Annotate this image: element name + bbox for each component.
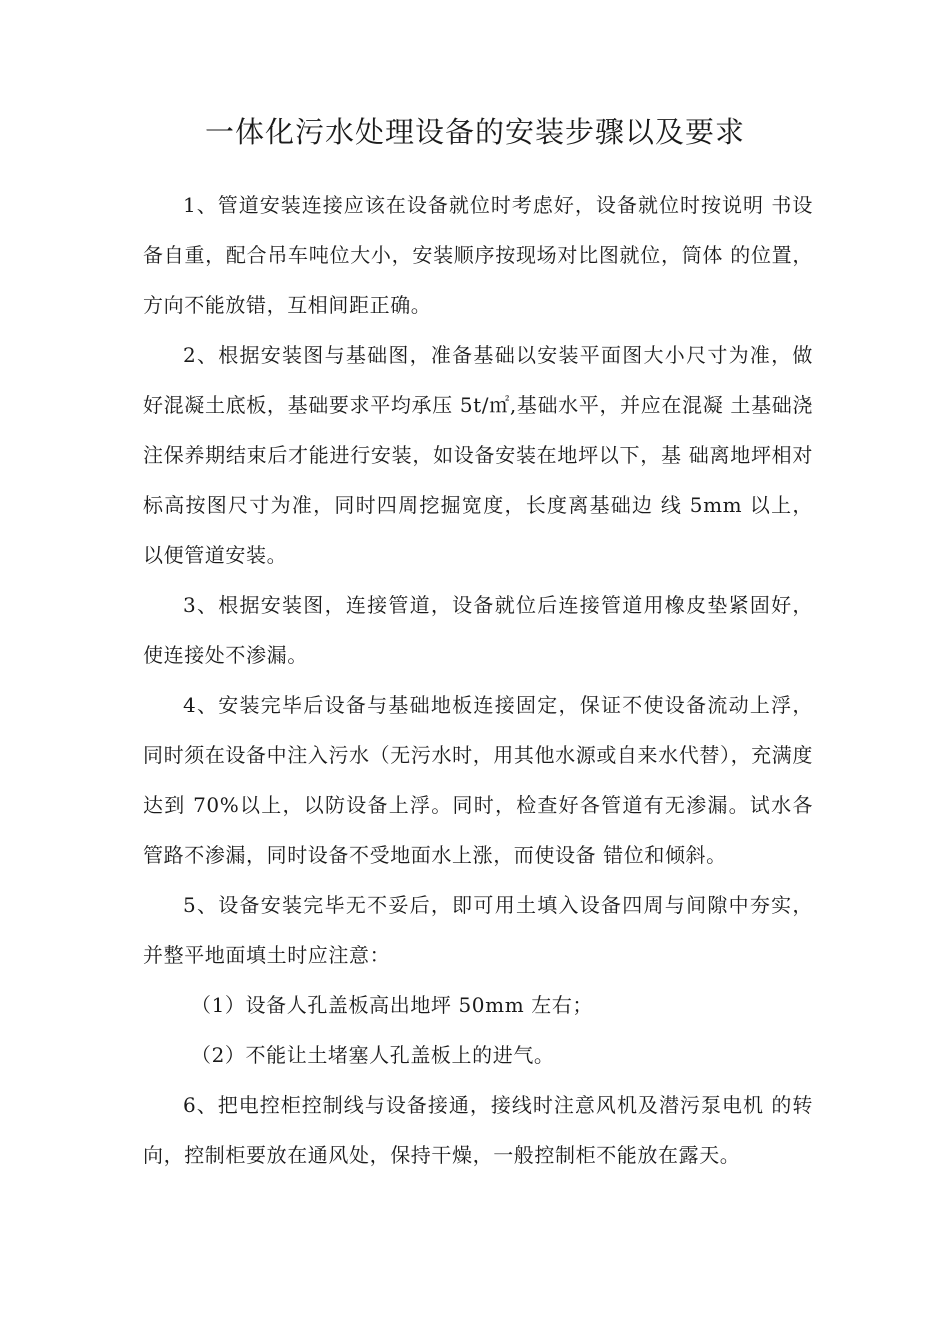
- paragraph-step-6: 6、把电控柜控制线与设备接通，接线时注意风机及潜污泵电机 的转向，控制柜要放在通风处，保持干燥，一般控制柜不能放在露天。: [143, 1093, 813, 1167]
- document-title: 一体化污水处理设备的安装步骤以及要求: [204, 115, 745, 149]
- paragraph-step-2: 2、根据安装图与基础图，准备基础以安装平面图大小尺寸为准，做好混凝土底板，基础要求平均承压 5t/㎡,基础水平，并应在混凝 土基础浇注保养期结束后才能进行安装，如设备安装在地坪以下，基 础离地坪相对标高按图尺寸为准，同时四周挖掘宽度，长度离基础边 线 5mm 以上，以便管道安装。: [143, 343, 813, 567]
- paragraph-step-5-note-1: （1）设备人孔盖板高出地坪 50mm 左右；: [191, 993, 594, 1017]
- paragraph-step-3: 3、根据安装图，连接管道，设备就位后连接管道用橡皮垫紧固好，使连接处不渗漏。: [143, 593, 813, 667]
- paragraph-step-5-note-2: （2）不能让土堵塞人孔盖板上的进气。: [191, 1043, 555, 1067]
- document-body: [143, 180, 813, 1180]
- paragraph-step-1: 1、管道安装连接应该在设备就位时考虑好，设备就位时按说明 书设备自重，配合吊车吨位大小，安装顺序按现场对比图就位，筒体 的位置，方向不能放错，互相间距正确。: [143, 193, 813, 317]
- paragraph-step-5: 5、设备安装完毕无不妥后，即可用土填入设备四周与间隙中夯实，并整平地面填土时应注意：: [143, 893, 813, 967]
- paragraph-step-4: 4、安装完毕后设备与基础地板连接固定，保证不使设备流动上浮，同时须在设备中注入污水（无污水时，用其他水源或自来水代替），充满度达到 70%以上，以防设备上浮。同时，检查好各管道有无渗漏。试水各管路不渗漏，同时设备不受地面水上涨，而使设备 错位和倾斜。: [143, 693, 813, 867]
